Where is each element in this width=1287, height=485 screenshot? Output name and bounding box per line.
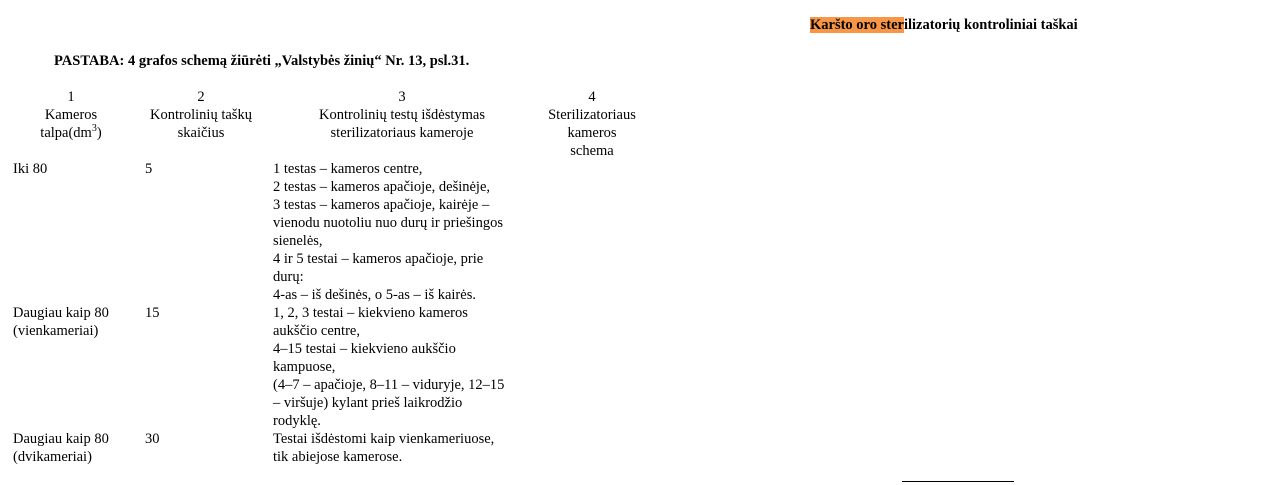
header-label: Sterilizatoriaus: [548, 107, 636, 123]
row-2-points: 15: [145, 305, 160, 321]
header-number: 2: [197, 89, 205, 105]
row-3-capacity: Daugiau kaip 80 (dvikameriai): [13, 431, 109, 465]
header-label: Kontrolinių testų išdėstymas: [319, 107, 485, 123]
row-3-points: 30: [145, 431, 160, 447]
row-1-points: 5: [145, 161, 153, 177]
header-col-1: [12, 88, 130, 142]
title-rest: ilizatorių kontroliniai taškai: [903, 17, 1078, 33]
document-title: [810, 16, 1078, 34]
header-label: Kontrolinių taškų: [150, 107, 252, 123]
title-highlight: Karšto oro ster: [810, 17, 904, 33]
header-label: Kameros: [44, 107, 98, 123]
header-col-4: [540, 88, 644, 160]
header-number: 3: [398, 89, 406, 105]
header-col-2: [142, 88, 260, 142]
row-1-capacity: Iki 80: [13, 161, 48, 177]
superscript: 3: [91, 123, 97, 135]
header-label: $talpa(dm^3)$: [40, 123, 102, 141]
row-1-layout: 1 testas – kameros centre, 2 testas – kameros apačioje, dešinėje, 3 testas – kameros apačioje, kairėje – vienodu nuotoliu nuo durų ir priešingos sienelės, 4 ir 5 testai – kameros apačioje, prie durų: 4-as – iš dešinės, o 5-as – iš kairės.: [273, 161, 503, 303]
footer-divider: [902, 481, 1014, 482]
header-label: schema: [570, 143, 614, 159]
header-col-3: [271, 88, 533, 142]
header-label: skaičius: [177, 125, 225, 141]
note-text: PASTABA: 4 grafos schemą žiūrėti „Valstybės žinių“ Nr. 13, psl.31.: [54, 53, 470, 69]
header-label: kameros: [567, 125, 617, 141]
header-number: 4: [588, 89, 596, 105]
header-number: 1: [67, 89, 75, 105]
row-3-layout: Testai išdėstomi kaip vienkameriuose, tik abiejose kamerose.: [273, 431, 495, 465]
header-label: sterilizatoriaus kameroje: [330, 125, 474, 141]
row-2-capacity: Daugiau kaip 80 (vienkameriai): [13, 305, 109, 339]
row-2-layout: 1, 2, 3 testai – kiekvieno kameros aukščio centre, 4–15 testai – kiekvieno aukščio kampuose, (4–7 – apačioje, 8–11 – viduryje, 12–15 – viršuje) kylant prieš laikrodžio rodyklę.: [273, 305, 505, 429]
